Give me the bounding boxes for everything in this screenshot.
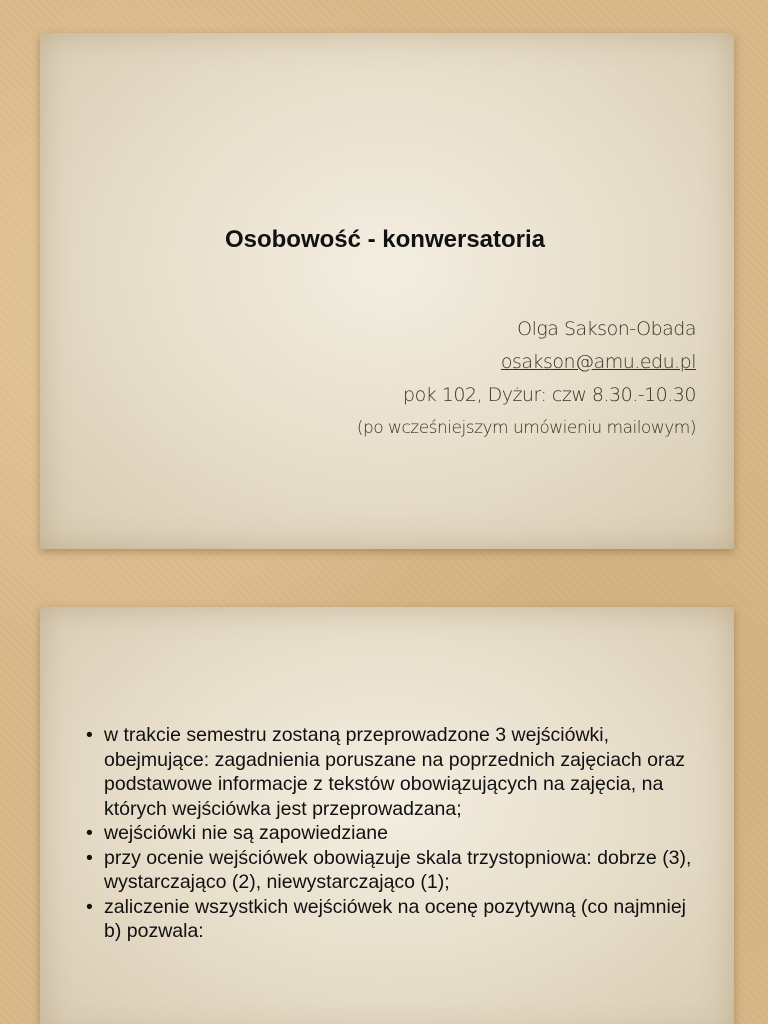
bullet-icon: • [86,895,93,918]
list-item-text: wejściówki nie są zapowiedziane [104,822,388,844]
author-name: Olga Sakson-Obada [517,318,696,340]
office-hours: pok 102, Dyżur: czw 8.30.-10.30 [403,384,696,406]
list-item-text: w trakcie semestru zostaną przeprowadzone 3 wejściówki, obejmujące: zagadnienia poruszane na poprzednich zajęciach oraz podstawowe informacje z tekstów obowiązujących na zajęcia, na których wejściówka jest przeprowadzana; [104,724,686,820]
list-item-text: przy ocenie wejściówek obowiązuje skala trzystopniowa: dobrze (3), wystarczająco (2), niewystarczająco (1); [104,846,692,893]
email-link[interactable]: osakson@amu.edu.pl [500,351,696,373]
bullet-icon: • [86,846,93,869]
slide-title-page [40,33,734,549]
slide-rules [40,607,734,1024]
list-item [82,821,692,846]
bullet-icon: • [86,724,93,746]
rules-list [82,723,692,944]
author-info [357,313,696,445]
bullet-icon: • [86,822,93,844]
list-item-text: zaliczenie wszystkich wejściówek na ocenę pozytywną (co najmniej b) pozwala: [104,895,687,942]
list-item [82,723,692,821]
list-item [82,846,692,895]
slide-title: Osobowość - konwersatoria [224,226,546,253]
office-hours-note: (po wcześniejszym umówieniu mailowym) [356,418,696,438]
list-item [82,895,692,944]
